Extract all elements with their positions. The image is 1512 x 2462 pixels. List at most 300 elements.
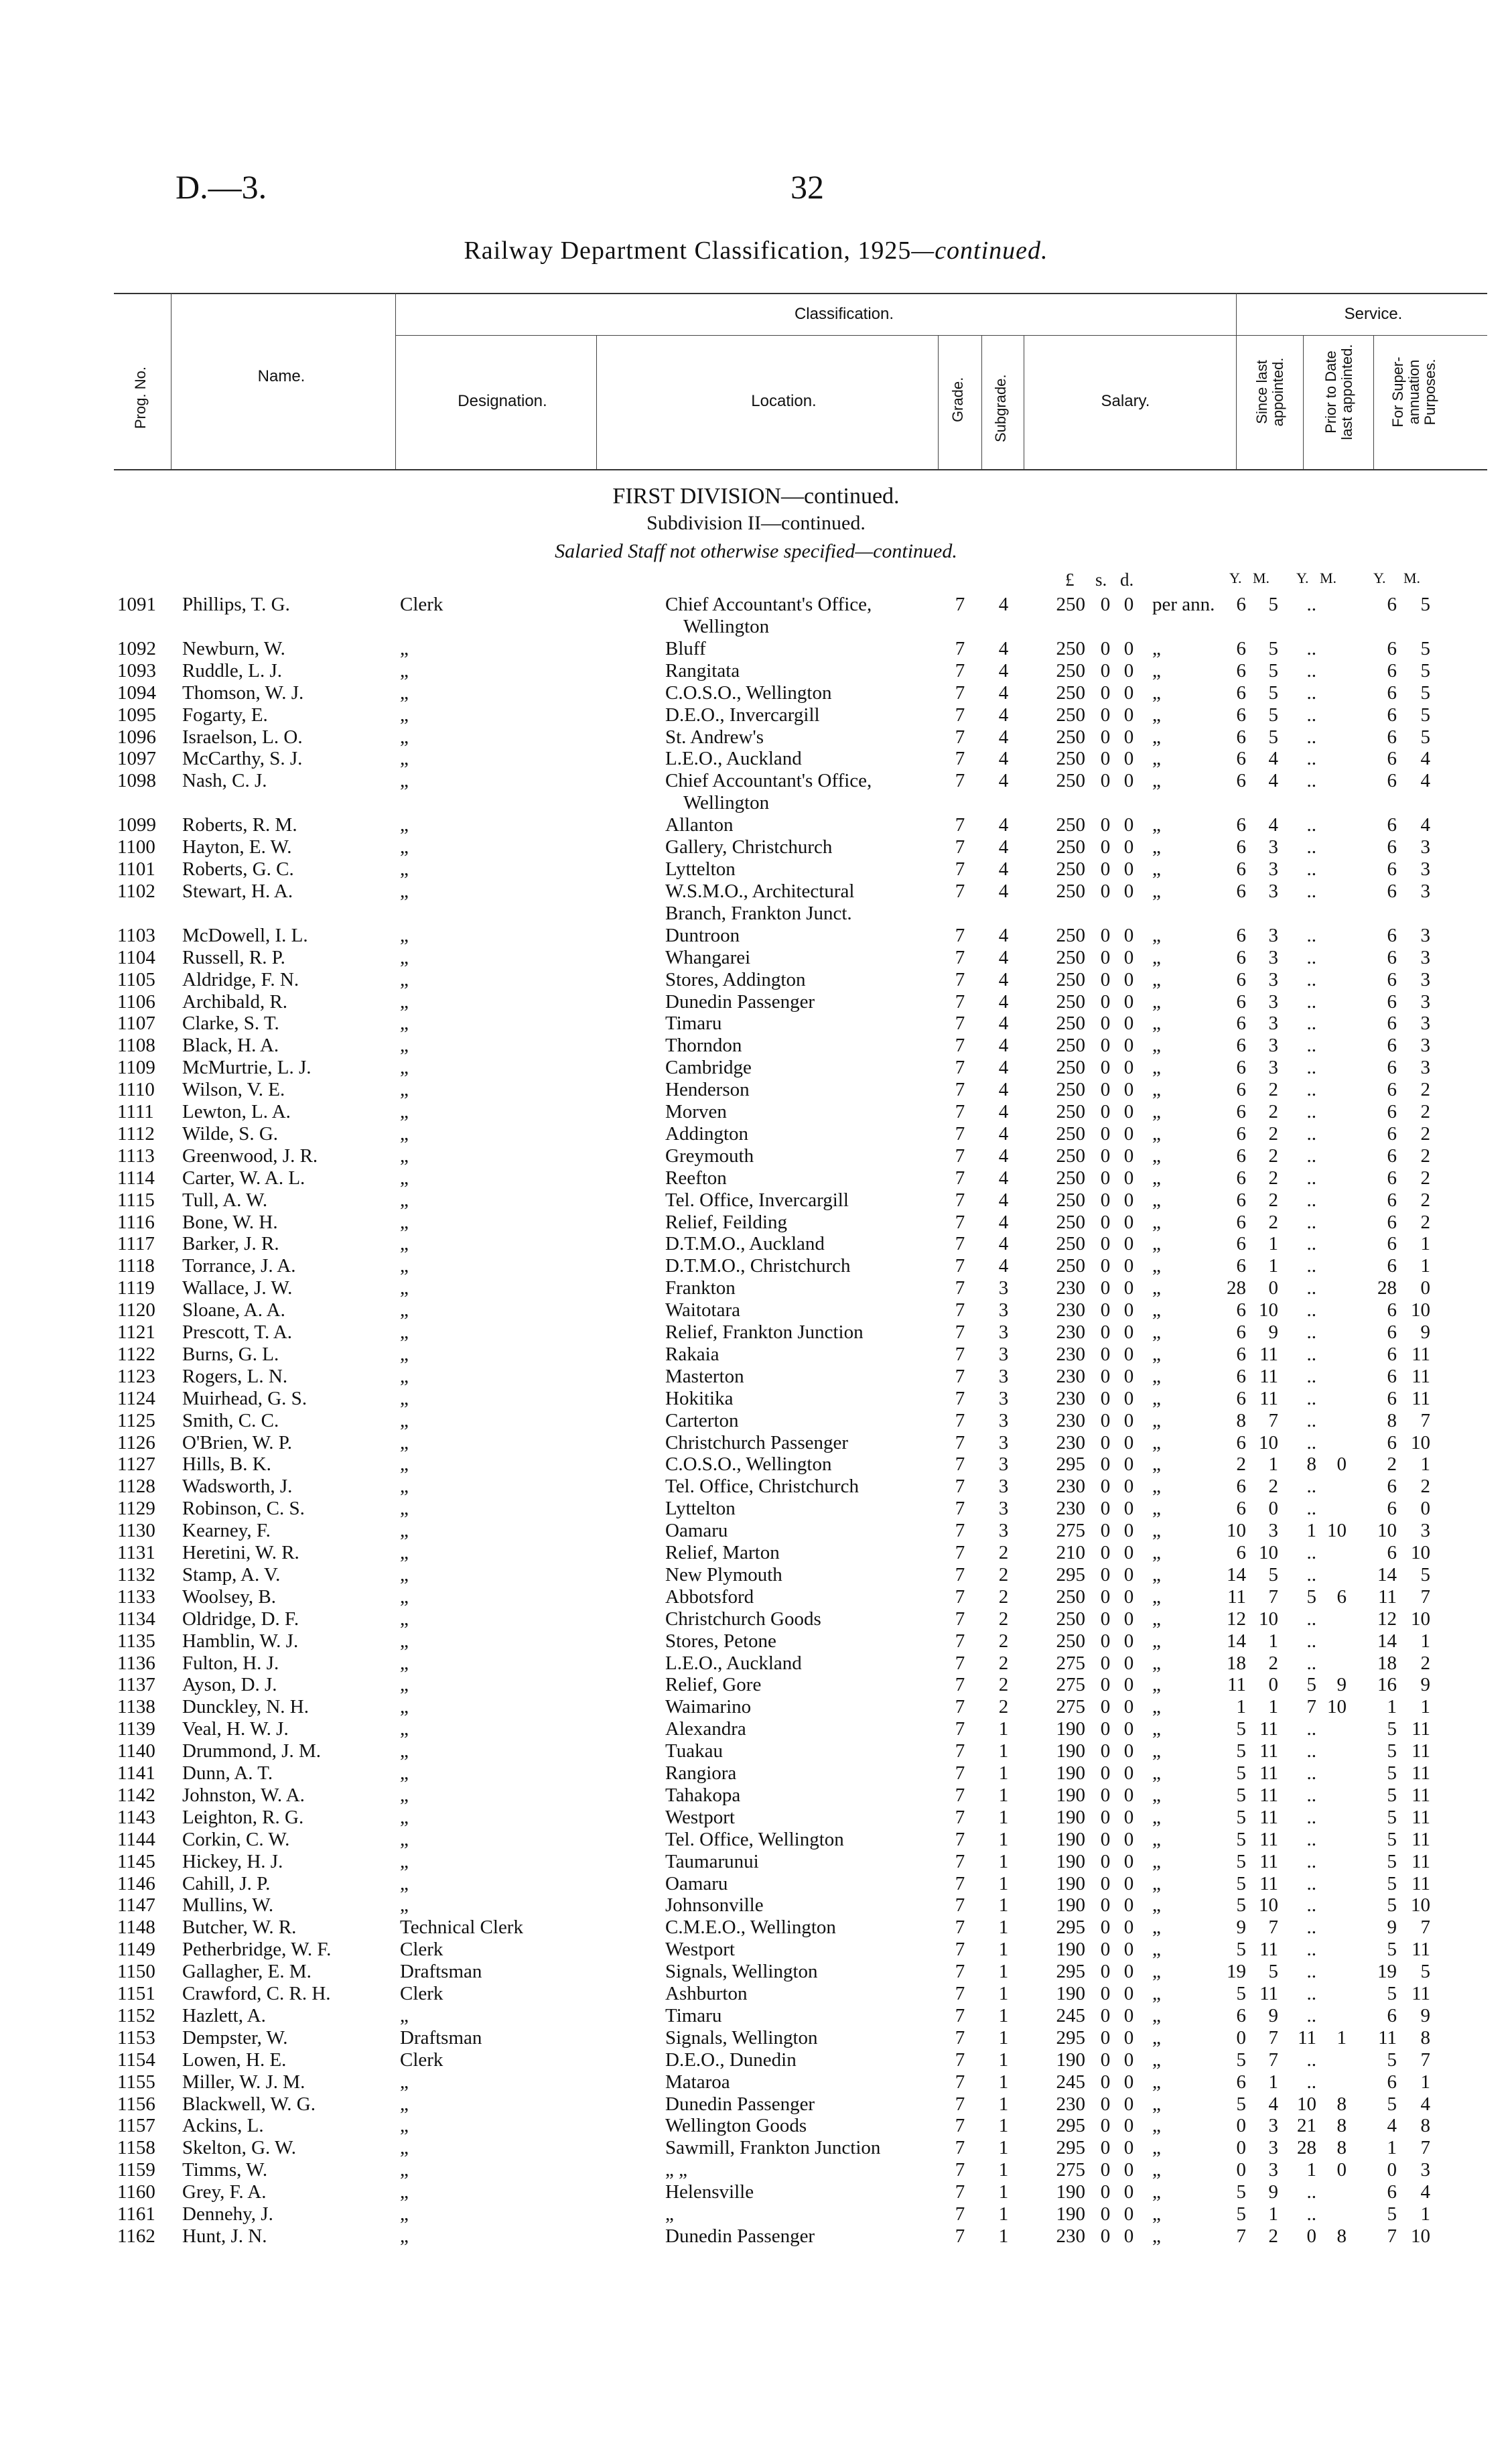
table-row [0,1432,1512,1455]
table-row [0,1829,1512,1852]
since-years: 6 [1236,682,1246,704]
salary-pence: 0 [1123,1939,1134,1961]
salary-pounds: 250 [1056,924,1085,946]
salary-pounds: 250 [1056,1608,1085,1630]
prior-years: .. [1306,990,1316,1013]
grade: 7 [955,1630,965,1652]
table-row [0,1674,1512,1697]
subgrade: 3 [998,1321,1009,1343]
since-years: 6 [1236,770,1246,792]
super-months: 5 [1420,1961,1430,1983]
prior-years: .. [1306,1630,1316,1652]
prior-years: .. [1306,858,1316,880]
subgrade: 1 [998,1961,1009,1983]
grade: 7 [955,1122,965,1145]
super-years: 0 [1387,2159,1397,2181]
super-years: 5 [1387,1850,1397,1872]
grade: 7 [955,1145,965,1167]
salary-pence: 0 [1123,1101,1134,1122]
designation: Clerk [400,594,443,615]
title-suffix: —continued. [911,237,1048,265]
salary-pounds: 230 [1056,1431,1085,1453]
prior-years: .. [1306,1961,1316,1983]
grade: 7 [955,1431,965,1453]
since-years: 5 [1236,1850,1246,1872]
salary-pence: 0 [1123,2026,1134,2049]
super-months: 5 [1420,682,1430,704]
super-years: 14 [1377,1563,1397,1585]
prog-no: 1106 [117,990,155,1013]
table-row [0,1718,1512,1741]
prior-years: .. [1306,1057,1316,1079]
table-row [0,1388,1512,1411]
designation: „ [400,1872,409,1894]
salary-shillings: 0 [1100,1872,1111,1894]
since-months: 1 [1268,1233,1278,1255]
salary-pounds: 250 [1056,990,1085,1013]
super-months: 1 [1420,2071,1430,2093]
prog-no: 1142 [117,1784,155,1806]
super-months: 2 [1420,1167,1430,1189]
since-years: 9 [1236,1917,1246,1939]
designation: „ [400,1476,409,1498]
prog-no: 1141 [117,1762,155,1784]
grade: 7 [955,1299,965,1321]
salary-shillings: 0 [1100,682,1111,704]
prior-years: .. [1306,1872,1316,1894]
designation: „ [400,1079,409,1101]
salary-period: „ [1152,1983,1161,2004]
since-months: 11 [1259,1784,1278,1806]
subgrade: 3 [998,1453,1009,1476]
employee-name: Wadsworth, J. [182,1476,293,1498]
subgrade: 1 [998,1828,1009,1850]
employee-name: Roberts, R. M. [182,814,297,836]
employee-name: Hunt, J. N. [182,2225,267,2247]
designation: „ [400,1277,409,1299]
designation: „ [400,2115,409,2137]
grade: 7 [955,1211,965,1233]
location: W.S.M.O., Architectural [665,880,855,902]
employee-name: Heretini, W. R. [182,1542,299,1563]
salary-period: „ [1152,1828,1161,1850]
designation: „ [400,1563,409,1585]
prior-years: .. [1306,1211,1316,1233]
super-years: 6 [1387,1057,1397,1079]
salary-shillings: 0 [1100,637,1111,659]
subgrade: 1 [998,1917,1009,1939]
since-months: 2 [1268,1189,1278,1211]
since-years: 5 [1236,1718,1246,1740]
since-months: 9 [1268,2181,1278,2203]
prior-years: .. [1306,1542,1316,1563]
super-months: 4 [1420,770,1430,792]
salary-pounds: 250 [1056,880,1085,902]
salary-period: „ [1152,1520,1161,1542]
location: Tahakopa [665,1784,741,1806]
prior-years: .. [1306,1233,1316,1255]
table-row [0,770,1512,793]
prior-years: 28 [1297,2137,1316,2159]
salary-period: „ [1152,1167,1161,1189]
location: C.O.S.O., Wellington [665,1453,832,1476]
employee-name: Fogarty, E. [182,704,268,726]
super-years: 5 [1387,2093,1397,2115]
designation: „ [400,1585,409,1608]
subgrade: 1 [998,2026,1009,2049]
since-years: 5 [1236,1894,1246,1917]
since-years: 5 [1236,2203,1246,2225]
employee-name: Burns, G. L. [182,1343,279,1365]
salary-shillings: 0 [1100,2159,1111,2181]
since-years: 6 [1236,968,1246,990]
employee-name: Aldridge, F. N. [182,968,299,990]
employee-name: Fulton, H. J. [182,1652,279,1674]
since-years: 6 [1236,1255,1246,1277]
salary-period: „ [1152,1431,1161,1453]
super-months: 1 [1420,1453,1430,1476]
employee-name: Bone, W. H. [182,1211,278,1233]
salary-period: „ [1152,1453,1161,1476]
since-years: 6 [1236,1431,1246,1453]
employee-name: Clarke, S. T. [182,1013,279,1035]
grade: 7 [955,1563,965,1585]
salary-shillings: 0 [1100,1850,1111,1872]
since-years: 19 [1227,1961,1246,1983]
table-row [0,1167,1512,1190]
since-years: 14 [1227,1563,1246,1585]
divider-classification [1236,293,1237,469]
designation: „ [400,1630,409,1652]
prior-years: .. [1306,637,1316,659]
location: C.M.E.O., Wellington [665,1917,836,1939]
grade: 7 [955,2093,965,2115]
salary-pence: 0 [1123,2093,1134,2115]
salary-period: „ [1152,1387,1161,1409]
grade: 7 [955,1983,965,2004]
since-years: 6 [1236,659,1246,682]
designation: „ [400,2225,409,2247]
super-months: 11 [1412,1939,1430,1961]
table-row [0,638,1512,661]
prog-no: 1097 [117,748,156,770]
unit-years-super: Y. [1373,570,1386,586]
table-row [0,1851,1512,1874]
prior-years: .. [1306,1167,1316,1189]
prog-no: 1116 [117,1211,155,1233]
since-years: 6 [1236,637,1246,659]
since-years: 5 [1236,1784,1246,1806]
salary-period: „ [1152,659,1161,682]
subgrade: 4 [998,594,1009,615]
salary-pence: 0 [1123,880,1134,902]
location: Timaru [665,2004,722,2026]
super-years: 5 [1387,2203,1397,2225]
subgrade: 2 [998,1542,1009,1563]
super-years: 6 [1387,682,1397,704]
since-months: 4 [1268,770,1278,792]
prog-no: 1126 [117,1431,155,1453]
since-months: 5 [1268,726,1278,748]
grade: 7 [955,2203,965,2225]
since-months: 11 [1259,1828,1278,1850]
salary-period: „ [1152,682,1161,704]
since-years: 0 [1236,2026,1246,2049]
super-years: 6 [1387,2071,1397,2093]
location: D.E.O., Invercargill [665,704,820,726]
employee-name: Mullins, W. [182,1894,274,1917]
salary-shillings: 0 [1100,770,1111,792]
table-row [0,1079,1512,1102]
location: Thorndon [665,1035,742,1057]
salary-shillings: 0 [1100,1696,1111,1718]
prog-no: 1127 [117,1453,155,1476]
salary-period: „ [1152,968,1161,990]
prog-no: 1107 [117,1013,155,1035]
salary-period: „ [1152,1630,1161,1652]
employee-name: O'Brien, W. P. [182,1431,292,1453]
since-years: 6 [1236,946,1246,968]
salary-period: „ [1152,1255,1161,1277]
employee-name: Kearney, F. [182,1520,271,1542]
salary-pence: 0 [1123,1035,1134,1057]
salary-period: „ [1152,2225,1161,2247]
salary-pounds: 250 [1056,770,1085,792]
prior-years: 0 [1306,2225,1316,2247]
subgrade: 1 [998,1762,1009,1784]
salary-pounds: 230 [1056,1476,1085,1498]
since-years: 6 [1236,836,1246,858]
unit-pence: d. [1120,570,1134,590]
salary-pence: 0 [1123,1608,1134,1630]
prior-years: .. [1306,924,1316,946]
employee-name: Crawford, C. R. H. [182,1983,331,2004]
table-row [0,660,1512,683]
since-months: 11 [1259,1740,1278,1762]
super-months: 11 [1412,1387,1430,1409]
since-months: 5 [1268,637,1278,659]
location: Christchurch Goods [665,1608,821,1630]
prior-years: 1 [1306,1520,1316,1542]
subgrade: 4 [998,682,1009,704]
employee-name: Stamp, A. V. [182,1563,281,1585]
salary-pounds: 295 [1056,2137,1085,2159]
grade: 7 [955,2159,965,2181]
subgrade: 1 [998,2137,1009,2159]
super-years: 6 [1387,2181,1397,2203]
prog-no: 1132 [117,1563,155,1585]
table-row [0,1123,1512,1146]
super-years: 6 [1387,1542,1397,1563]
salary-pence: 0 [1123,1762,1134,1784]
salary-pence: 0 [1123,1233,1134,1255]
designation: „ [400,1211,409,1233]
since-months: 3 [1268,1035,1278,1057]
employee-name: Sloane, A. A. [182,1299,285,1321]
since-years: 6 [1236,1057,1246,1079]
prior-years: .. [1306,1101,1316,1122]
salary-period: „ [1152,2093,1161,2115]
salary-period: „ [1152,1806,1161,1828]
salary-pence: 0 [1123,1563,1134,1585]
unit-years-prior: Y. [1296,570,1309,586]
super-years: 6 [1387,1145,1397,1167]
table-row [0,1145,1512,1168]
unit-years-since: Y. [1229,570,1242,586]
prog-no: 1156 [117,2093,155,2115]
salary-pounds: 190 [1056,1939,1085,1961]
salary-period: „ [1152,858,1161,880]
prior-years: .. [1306,770,1316,792]
since-years: 6 [1236,594,1246,615]
salary-period: „ [1152,2049,1161,2071]
since-months: 1 [1268,1453,1278,1476]
employee-name: Butcher, W. R. [182,1917,297,1939]
grade: 7 [955,1167,965,1189]
salary-pence: 0 [1123,1211,1134,1233]
designation: „ [400,1145,409,1167]
salary-shillings: 0 [1100,946,1111,968]
since-months: 7 [1268,2026,1278,2049]
since-months: 3 [1268,2137,1278,2159]
super-years: 2 [1387,1453,1397,1476]
prior-years: .. [1306,1828,1316,1850]
salary-pounds: 230 [1056,1343,1085,1365]
super-months: 1 [1420,1630,1430,1652]
salary-period: „ [1152,1718,1161,1740]
prior-years: .. [1306,726,1316,748]
prog-no: 1148 [117,1917,155,1939]
salary-pence: 0 [1123,1255,1134,1277]
salary-pounds: 245 [1056,2004,1085,2026]
salary-shillings: 0 [1100,2026,1111,2049]
table-row [0,1520,1512,1543]
grade: 7 [955,836,965,858]
grade: 7 [955,1828,965,1850]
designation: „ [400,748,409,770]
designation: „ [400,836,409,858]
prog-no: 1112 [117,1122,155,1145]
salary-pence: 0 [1123,1365,1134,1387]
since-months: 9 [1268,1321,1278,1343]
salary-period: „ [1152,1189,1161,1211]
since-years: 6 [1236,1035,1246,1057]
salary-pounds: 190 [1056,1806,1085,1828]
super-months: 11 [1412,1850,1430,1872]
prior-years: .. [1306,1013,1316,1035]
salary-period: „ [1152,1476,1161,1498]
super-years: 7 [1387,2225,1397,2247]
prior-years: .. [1306,1917,1316,1939]
designation: „ [400,1520,409,1542]
salary-pounds: 295 [1056,1917,1085,1939]
salary-pence: 0 [1123,1498,1134,1520]
salary-shillings: 0 [1100,1784,1111,1806]
since-months: 1 [1268,1696,1278,1718]
table-row [0,969,1512,992]
prior-years: 5 [1306,1585,1316,1608]
salary-period: „ [1152,1498,1161,1520]
salary-pence: 0 [1123,1409,1134,1431]
location: Masterton [665,1365,744,1387]
since-years: 0 [1236,2137,1246,2159]
salary-period: „ [1152,1211,1161,1233]
subgrade: 1 [998,1806,1009,1828]
salary-period: „ [1152,1652,1161,1674]
super-years: 6 [1387,1122,1397,1145]
since-months: 11 [1259,1343,1278,1365]
location: Rangitata [665,659,740,682]
table-row [0,1542,1512,1565]
since-years: 8 [1236,1409,1246,1431]
prior-years: .. [1306,946,1316,968]
grade: 7 [955,880,965,902]
grade: 7 [955,968,965,990]
subgrade: 1 [998,1740,1009,1762]
designation: „ [400,1894,409,1917]
super-months: 7 [1420,1409,1430,1431]
employee-name: Timms, W. [182,2159,268,2181]
prog-no: 1134 [117,1608,155,1630]
salary-pence: 0 [1123,1277,1134,1299]
super-months: 4 [1420,748,1430,770]
employee-name: Phillips, T. G. [182,594,290,615]
designation: „ [400,1718,409,1740]
salary-pence: 0 [1123,990,1134,1013]
table-row [0,1212,1512,1234]
subgrade: 1 [998,2203,1009,2225]
salary-pence: 0 [1123,2071,1134,2093]
salary-pounds: 250 [1056,1035,1085,1057]
prior-years: .. [1306,1894,1316,1917]
location: Dunedin Passenger [665,990,815,1013]
salary-shillings: 0 [1100,1387,1111,1409]
salary-shillings: 0 [1100,2225,1111,2247]
salary-shillings: 0 [1100,1233,1111,1255]
salary-period: „ [1152,2004,1161,2026]
salary-header: Salary. [1101,392,1150,410]
subgrade: 1 [998,2071,1009,2093]
since-months: 3 [1268,1013,1278,1035]
location: Tel. Office, Invercargill [665,1189,849,1211]
salary-pence: 0 [1123,726,1134,748]
salary-period: „ [1152,1277,1161,1299]
salary-pence: 0 [1123,1343,1134,1365]
salary-period: „ [1152,748,1161,770]
header-bottom-rule [114,469,1487,470]
since-months: 3 [1268,880,1278,902]
location: Relief, Frankton Junction [665,1321,864,1343]
super-months: 7 [1420,1585,1430,1608]
designation: „ [400,1542,409,1563]
grade: 7 [955,1961,965,1983]
grade: 7 [955,1079,965,1101]
since-months: 10 [1259,1431,1278,1453]
prog-no: 1145 [117,1850,155,1872]
prior-years: .. [1306,594,1316,615]
super-years: 6 [1387,748,1397,770]
subgrade: 4 [998,946,1009,968]
super-months: 2 [1420,1122,1430,1145]
since-months: 10 [1259,1542,1278,1563]
subgrade: 3 [998,1387,1009,1409]
designation: „ [400,1057,409,1079]
salary-pounds: 190 [1056,1828,1085,1850]
since-months: 10 [1259,1608,1278,1630]
prior-months: 9 [1336,1674,1347,1696]
salary-pence: 0 [1123,1079,1134,1101]
subgrade: 3 [998,1409,1009,1431]
